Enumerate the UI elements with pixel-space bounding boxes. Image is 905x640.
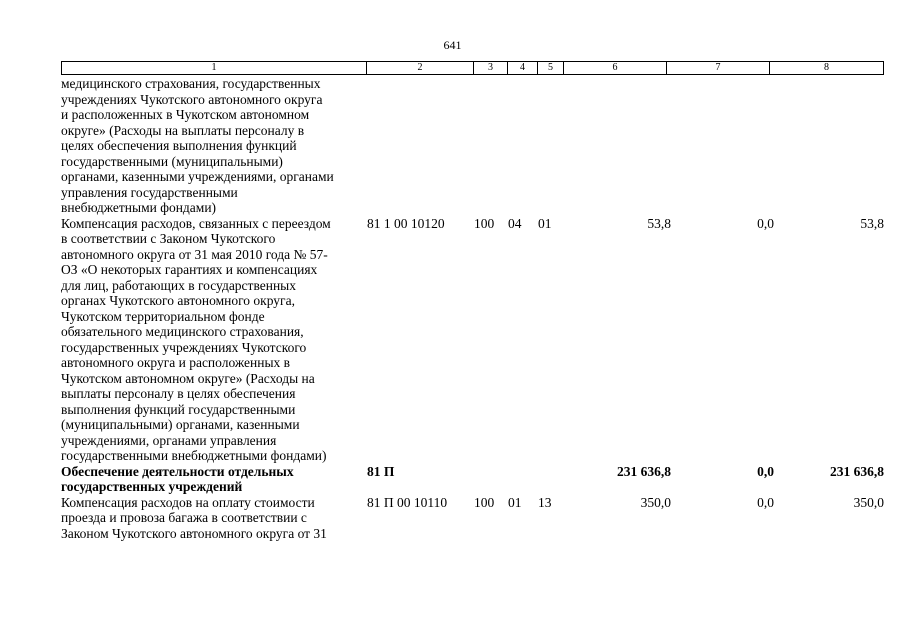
description-line: обязательного медицинского страхования, xyxy=(61,324,304,339)
header-col-3: 3 xyxy=(474,62,508,75)
description-line: внебюджетными фондами) xyxy=(61,200,217,215)
header-col-1: 1 xyxy=(62,62,367,75)
description-line: автономного округа и расположенных в xyxy=(61,355,291,370)
section: 04 xyxy=(508,215,522,231)
header-col-6: 6 xyxy=(564,62,667,75)
description-line: государственными (муниципальными) xyxy=(61,153,283,169)
description-line: управления государственными xyxy=(61,184,238,200)
description-line: государственными внебюджетными фондами) xyxy=(61,448,327,463)
amount-col-8: 231 636,8 xyxy=(830,463,884,479)
description-line: Обеспечение деятельности отдельных xyxy=(61,463,294,479)
header-col-7: 7 xyxy=(667,62,770,75)
description-line: учреждениях Чукотского автономного округа xyxy=(61,91,323,107)
header-col-4: 4 xyxy=(508,62,538,75)
expense-type: 100 xyxy=(474,215,495,231)
target-code: 81 1 00 10120 xyxy=(367,215,445,231)
description-line: учреждениями, органами управления xyxy=(61,432,277,448)
amount-col-8: 350,0 xyxy=(853,494,884,510)
table-row xyxy=(61,495,884,542)
amount-col-6: 350,0 xyxy=(640,494,671,510)
amount-col-7: 0,0 xyxy=(757,494,774,510)
description-line: медицинского страхования, государственных xyxy=(61,76,321,91)
description-line: ОЗ «О некоторых гарантиях и компенсациях xyxy=(61,262,318,277)
description-line: Законом Чукотского автономного округа от 31 xyxy=(61,525,327,541)
subsection: 13 xyxy=(538,494,552,510)
description-line: автономного округа от 31 мая 2010 года № 57- xyxy=(61,246,328,262)
target-code: 81 П 00 10110 xyxy=(367,494,448,510)
table-row xyxy=(61,216,884,464)
amount-col-6: 231 636,8 xyxy=(617,463,671,479)
target-code: 81 П xyxy=(367,463,395,479)
description-line: в соответствии с Законом Чукотского xyxy=(61,231,276,246)
description-line: и расположенных в Чукотском автономном xyxy=(61,107,310,122)
header-col-8: 8 xyxy=(770,62,884,75)
amount-col-8: 53,8 xyxy=(860,215,884,231)
description-line: для лиц, работающих в государственных xyxy=(61,277,297,293)
subsection: 01 xyxy=(538,215,552,231)
description-line: округе» (Расходы на выплаты персоналу в xyxy=(61,122,305,138)
description-line: Чукотском территориальном фонде xyxy=(61,308,265,324)
amount-col-7: 0,0 xyxy=(757,215,774,231)
row-description xyxy=(61,495,367,542)
row-description xyxy=(61,464,367,495)
description-line: выплаты персоналу в целях обеспечения xyxy=(61,386,296,401)
description-line: органах Чукотского автономного округа, xyxy=(61,293,295,308)
description-line: государственных учреждениях Чукотского xyxy=(61,339,307,355)
budget-table-body xyxy=(61,76,884,541)
expense-type: 100 xyxy=(474,494,495,510)
description-line: (муниципальными) органами, казенными xyxy=(61,417,300,432)
description-line: Компенсация расходов на оплату стоимости xyxy=(61,494,315,510)
description-line: проезда и провоза багажа в соответствии с xyxy=(61,510,307,525)
amount-col-6: 53,8 xyxy=(647,215,671,231)
description-line: Чукотском автономном округе» (Расходы на xyxy=(61,370,315,386)
description-line: целях обеспечения выполнения функций xyxy=(61,138,297,153)
description-line: государственных учреждений xyxy=(61,479,243,494)
table-row xyxy=(61,464,884,495)
amount-col-7: 0,0 xyxy=(757,463,774,479)
header-col-2: 2 xyxy=(367,62,474,75)
description-line: Компенсация расходов, связанных с переездом xyxy=(61,215,331,231)
column-number-header xyxy=(61,61,884,75)
section: 01 xyxy=(508,494,522,510)
description-line: выполнения функций государственными xyxy=(61,401,296,417)
page-number: 641 xyxy=(443,38,462,52)
description-line: органами, казенными учреждениями, органами xyxy=(61,169,334,184)
header-col-5: 5 xyxy=(538,62,564,75)
table-row xyxy=(61,76,884,216)
row-description xyxy=(61,216,367,464)
row-description xyxy=(61,76,367,216)
